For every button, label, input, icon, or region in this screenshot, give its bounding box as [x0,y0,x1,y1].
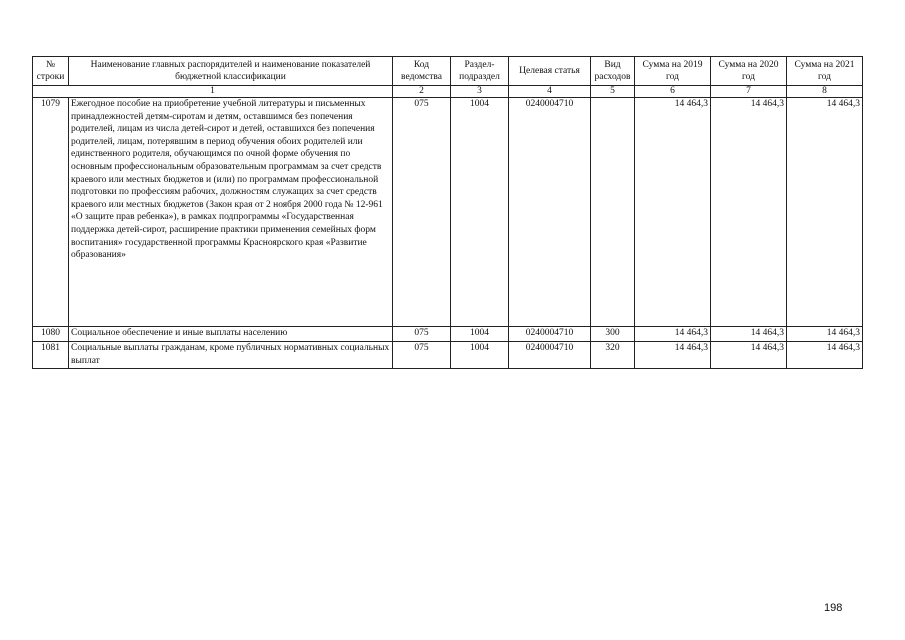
header-dept-code: Код ведомства [393,57,451,86]
column-number-1: 1 [33,86,393,98]
header-target-article: Целевая статья [509,57,591,86]
row-sum-2019: 14 464,3 [635,98,711,327]
row-dept-code: 075 [393,327,451,342]
row-target-article: 0240004710 [509,98,591,327]
header-sum-2020: Сумма на 2020 год [711,57,787,86]
table-row [33,98,863,327]
header-name: Наименование главных распорядителей и наименование показателей бюджетной классификации [69,57,393,86]
header-expense-type: Вид расходов [591,57,635,86]
column-number-6: 6 [635,86,711,98]
row-expense-type [591,98,635,327]
column-number-5: 5 [591,86,635,98]
row-sum-2021: 14 464,3 [787,342,863,369]
header-section: Раздел-подраздел [451,57,509,86]
row-target-article: 0240004710 [509,327,591,342]
row-sum-2019: 14 464,3 [635,327,711,342]
column-number-8: 8 [787,86,863,98]
row-name: Социальные выплаты гражданам, кроме публичных нормативных социальных выплат [69,342,393,369]
row-section: 1004 [451,342,509,369]
table-header-row [33,57,863,86]
row-sum-2021: 14 464,3 [787,327,863,342]
row-section: 1004 [451,98,509,327]
row-sum-2020: 14 464,3 [711,98,787,327]
row-sum-2019: 14 464,3 [635,342,711,369]
page-number: 198 [824,602,843,614]
row-target-article: 0240004710 [509,342,591,369]
table-row [33,342,863,369]
row-sum-2021: 14 464,3 [787,98,863,327]
row-sum-2020: 14 464,3 [711,327,787,342]
row-line-number: 1081 [33,342,69,369]
row-sum-2020: 14 464,3 [711,342,787,369]
row-dept-code: 075 [393,98,451,327]
row-name: Ежегодное пособие на приобретение учебной литературы и письменных принадлежностей детям-сиротам и детям, оставшимся без попечения родителей, лицам из числа детей-сирот и детей, оставшихся без попечения родителей, лицам, потерявшим в период обучения обоих родителей или единственного родителя, обучающимся по очной форме обучения по основным профессиональным образовательным программам за счет средств краевого или местных бюджетов и (или) по программам профессиональной подготовки по профессиям рабочих, должностям служащих за счет средств краевого или местных бюджетов (Закон края от 2 ноября 2000 года № 12-961 «О защите прав ребенка»), в рамках подпрограммы «Государственная поддержка детей-сирот, расширение практики применения семейных форм воспитания» государственной программы Красноярского края «Развитие образования» [69,98,393,327]
column-number-7: 7 [711,86,787,98]
table-row [33,327,863,342]
row-line-number: 1080 [33,327,69,342]
column-number-3: 3 [451,86,509,98]
header-line-number: № строки [33,57,69,86]
budget-table [32,56,863,369]
row-dept-code: 075 [393,342,451,369]
column-number-2: 2 [393,86,451,98]
header-sum-2019: Сумма на 2019 год [635,57,711,86]
row-name: Социальное обеспечение и иные выплаты населению [69,327,393,342]
row-expense-type: 300 [591,327,635,342]
row-line-number: 1079 [33,98,69,327]
header-sum-2021: Сумма на 2021 год [787,57,863,86]
column-number-4: 4 [509,86,591,98]
row-expense-type: 320 [591,342,635,369]
row-section: 1004 [451,327,509,342]
column-numbers-row [33,86,863,98]
